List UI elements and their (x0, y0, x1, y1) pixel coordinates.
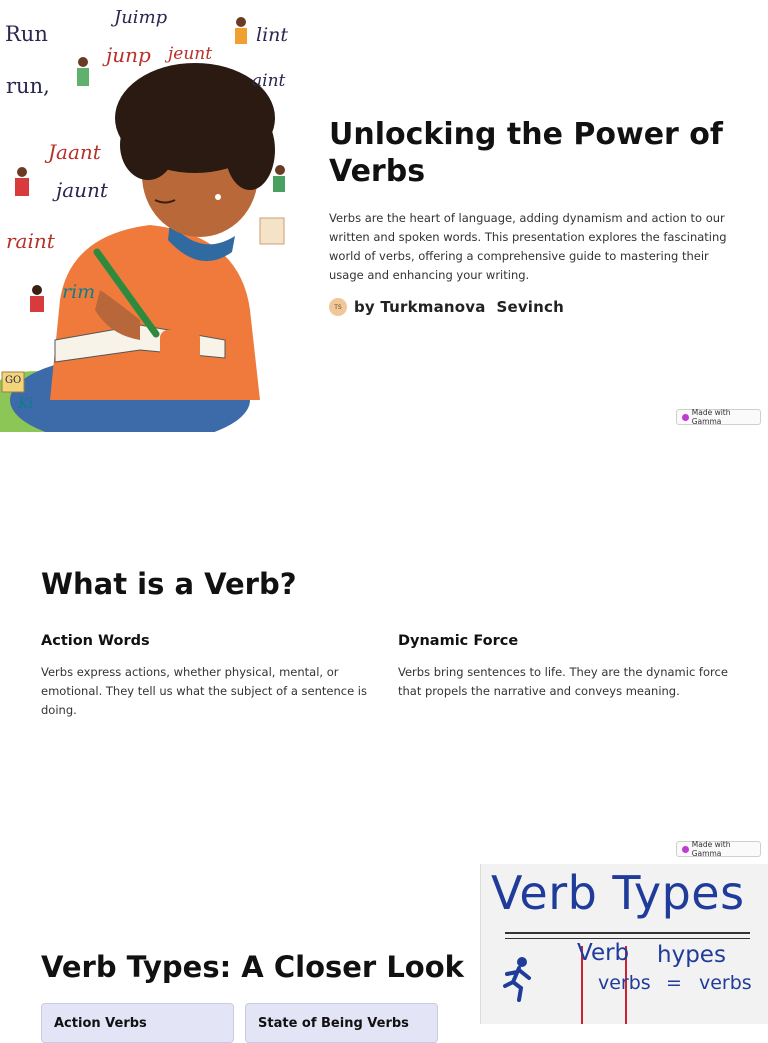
badge-label: Made with Gamma (691, 840, 731, 858)
hero-word: jaunt (56, 178, 108, 202)
slide-title: What is a Verb? (41, 567, 297, 601)
title-slide (0, 0, 768, 432)
board-equals: = (666, 972, 682, 994)
action-words-column (41, 633, 371, 720)
column-text: Verbs express actions, whether physical, mental, or emotional. They tell us what the subject of a sentence is doing. (41, 665, 367, 717)
board-underline (505, 932, 750, 934)
avatar: TS (329, 298, 347, 316)
gamma-logo-icon (682, 414, 689, 421)
hero-word: run, (6, 74, 50, 98)
board-title: Verb Types (491, 866, 745, 920)
dynamic-force-column (398, 633, 728, 701)
author-line (329, 298, 564, 316)
hero-word: junp (106, 43, 151, 67)
hero-word: Jaant (48, 140, 101, 164)
author-name: by Turkmanova Sevinch (354, 298, 564, 316)
running-person-icon (499, 956, 539, 1002)
column-heading: Action Words (41, 633, 150, 649)
column-heading: Dynamic Force (398, 633, 519, 649)
hero-word: raint (6, 229, 55, 253)
board-word: hypes (657, 942, 726, 968)
hero-word: jeunt (168, 44, 213, 64)
slide-title: Verb Types: A Closer Look (41, 950, 464, 984)
hero-word: Ki (18, 396, 33, 412)
made-with-gamma-badge[interactable] (676, 841, 761, 857)
hero-illustration (0, 0, 288, 432)
board-word: verbs (598, 972, 651, 994)
hero-word: rim (62, 281, 96, 303)
board-word: Verb (577, 940, 630, 966)
whiteboard-image (480, 864, 768, 1024)
board-underline (505, 938, 750, 939)
hero-word: lint (256, 24, 288, 46)
hero-word: GO (5, 375, 22, 386)
state-of-being-verbs-card: State of Being Verbs (245, 1003, 438, 1043)
column-text: Verbs bring sentences to life. They are the dynamic force that propels the narrative and conveys meaning. (398, 665, 728, 698)
gamma-logo-icon (682, 846, 689, 853)
action-verbs-card: Action Verbs (41, 1003, 234, 1043)
board-word: verbs (699, 972, 752, 994)
badge-label: Made with Gamma (691, 408, 731, 426)
hero-word: aint (252, 71, 286, 91)
slide-title: Unlocking the Power of Verbs (329, 117, 723, 189)
hero-word: Juimp (114, 7, 168, 28)
intro-text: Verbs are the heart of language, adding dynamism and action to our written and spoken words. This presentation explores the fascinating world of verbs, offering a comprehensive guide to mastering their usage and enhancing your writing. (329, 211, 727, 282)
hero-word: Run (5, 22, 48, 46)
made-with-gamma-badge[interactable] (676, 409, 761, 425)
